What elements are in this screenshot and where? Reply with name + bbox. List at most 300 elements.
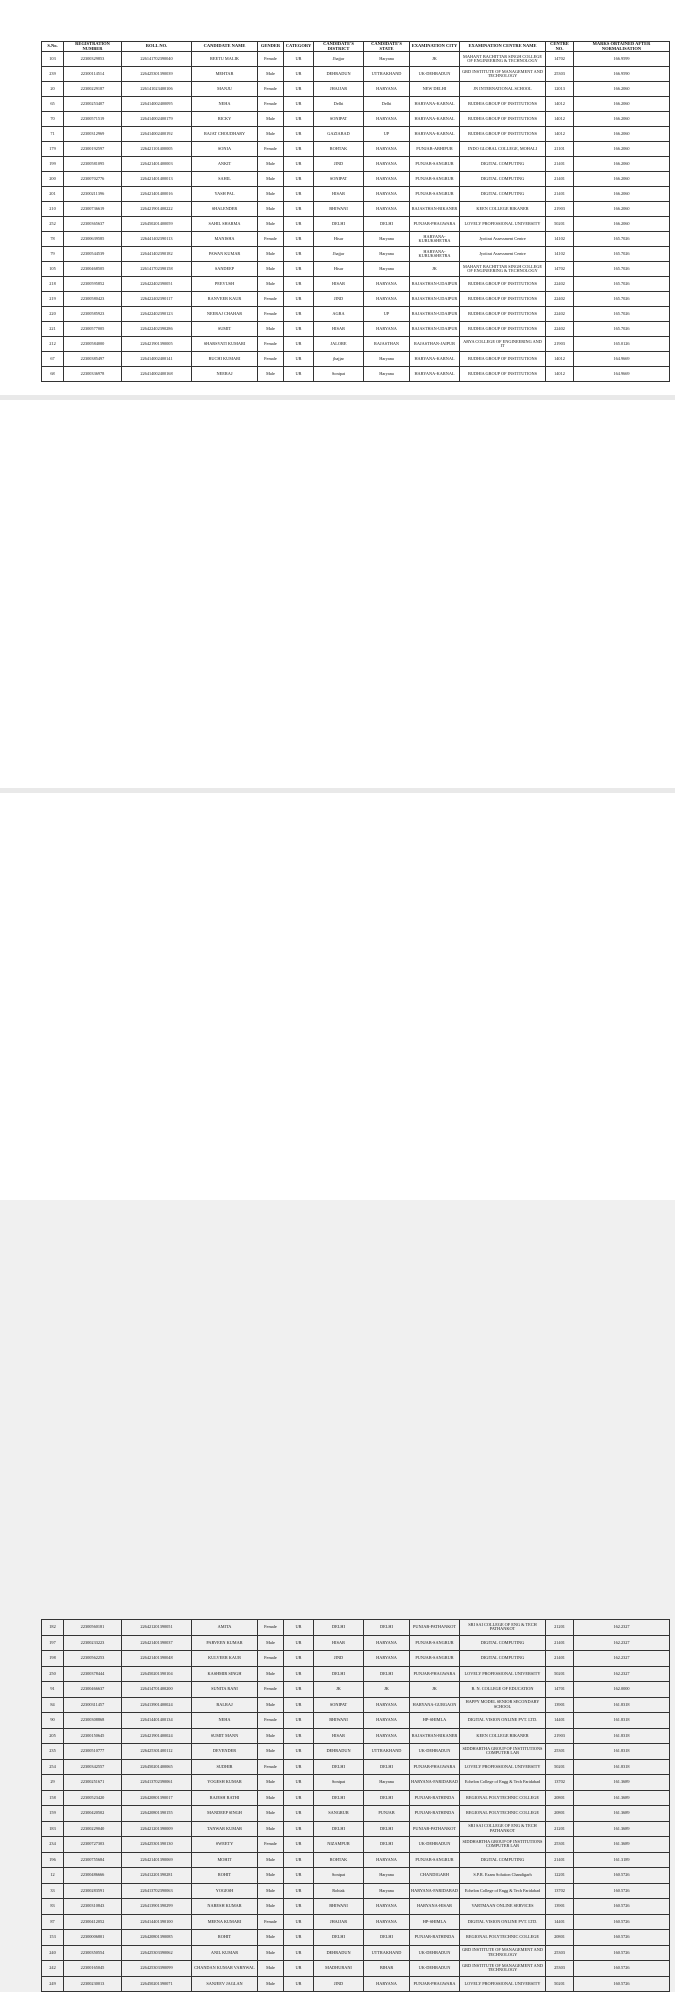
table-cell: 22300562253 [64,1651,122,1667]
table-row [42,1651,670,1667]
table-cell: HP-SHIMLA [410,1914,460,1930]
table-cell: Male [258,367,284,382]
table-row [42,1883,670,1899]
table-cell: UK-DEHRADUN [410,1744,460,1760]
table-cell: B. N. COLLEGE OF EDUCATION [460,1682,546,1698]
table-cell: BHIWANI [314,1713,364,1729]
table-cell: HARYANA-KURUKSHETRA [410,232,460,247]
table-cell: PUNJAB-ABHIPUR [410,142,460,157]
table-cell: 22300560181 [64,1620,122,1636]
table-cell: 22300006801 [64,1930,122,1946]
table-cell: 65 [42,97,64,112]
table-cell: 226412201390281 [122,1868,192,1884]
table-cell: DEVENDER [192,1744,258,1760]
table-cell: 235 [42,1744,64,1760]
table-cell: 12013 [546,82,574,97]
table-cell: 166.2060 [574,127,670,142]
column-header: REGISTRATION NUMBER [64,42,122,52]
table-cell: DIGITAL COMPUTING [460,187,546,202]
table-cell: RICKY [192,112,258,127]
table-cell: SHARSVATI KUMARI [192,337,258,352]
table-cell: 160.5726 [574,1930,670,1946]
table-cell: 160.5726 [574,1945,670,1961]
table-cell: 25303 [546,1961,574,1977]
table-cell: PUNJAB-PATHANKOT [410,1620,460,1636]
table-cell: Male [258,1883,284,1899]
table-cell: 166.2060 [574,82,670,97]
column-header: CATEGORY [284,42,314,52]
table-cell: SUMIT [192,322,258,337]
table-cell: PUNJAB-PATHANKOT [410,1821,460,1837]
table-cell: DELHI [364,1821,410,1837]
table-body [42,1620,670,1992]
table-cell: 22300308868 [64,1713,122,1729]
table-cell: 22300755684 [64,1852,122,1868]
table-cell: SIDDHARTHA GROUP OF INSTITUTIONS COMPUTER LAB [460,1837,546,1853]
table-cell: DIGITAL COMPUTING [460,1635,546,1651]
table-row [42,1961,670,1977]
table-cell: UR [284,97,314,112]
table-cell: 14012 [546,97,574,112]
table-cell: RANVEER KAUR [192,292,258,307]
table-row [42,97,670,112]
document-page-3 [0,793,675,1986]
table-cell: 239 [42,67,64,82]
table-cell: ROHTAK [314,142,364,157]
table-cell: VARTMAAN ONLINE SERVICES [460,1899,546,1915]
table-cell: DELHI [364,1759,410,1775]
table-cell: 22300468505 [64,262,122,277]
table-cell: 29 [42,1775,64,1791]
table-cell: 21401 [546,157,574,172]
table-cell: 219 [42,292,64,307]
table-cell: DIGITAL VISION ONLINE PVT. LTD. [460,1914,546,1930]
table-cell: 166.9599 [574,52,670,67]
table-cell: Male [258,172,284,187]
table-cell: 165.7026 [574,247,670,262]
table-cell: 226414401390100 [122,1914,192,1930]
table-cell: 21401 [546,187,574,202]
table-cell: BUDHIA GROUP OF INSTITUTIONS [460,367,546,382]
table-cell: Haryana [364,352,410,367]
table-cell: 226414002400095 [122,97,192,112]
table-cell: LOVELY PROFESSIONAL UNIVERSITY [460,1759,546,1775]
table-cell: RAJASTHAN-UDAIPUR [410,307,460,322]
table-cell: DIGITAL COMPUTING [460,1651,546,1667]
table-cell: 67 [42,352,64,367]
table-cell: 22300510777 [64,1744,122,1760]
table-cell: DEHRADUN [314,67,364,82]
table-cell: HARYANA-HISAR [410,1899,460,1915]
table-cell: 22402 [546,307,574,322]
column-header: EXAMINATION CITY [410,42,460,52]
table-row [42,1899,670,1915]
table-cell: 50201 [546,1759,574,1775]
table-cell: 22300486666 [64,1868,122,1884]
table-cell: 12201 [546,1868,574,1884]
table-cell: PUNJAB-BATHINDA [410,1806,460,1822]
table-cell: HARYANA [364,292,410,307]
table-cell: 21903 [546,337,574,352]
table-cell: Male [258,112,284,127]
results-table-page-1 [41,41,670,382]
table-cell: BUDHIA GROUP OF INSTITUTIONS [460,322,546,337]
table-cell: 50201 [546,1976,574,1992]
table-cell: BHIWANI [314,1899,364,1915]
table-cell: UR [284,67,314,82]
table-cell: UR [284,202,314,217]
table-cell: Echelon College of Engg & Tech Faridabad [460,1883,546,1899]
table-cell: 226413702390063 [122,1883,192,1899]
table-cell: 226414002400179 [122,112,192,127]
table-cell: 22300420502 [64,1806,122,1822]
table-cell: JN INTERNATIONAL SCHOOL [460,82,546,97]
table-cell: HARYANA [364,277,410,292]
table-cell: UR [284,157,314,172]
table-cell: HARYANA [364,187,410,202]
table-cell: LOVELY PROFESSIONAL UNIVERSITY [460,1666,546,1682]
table-cell: UR [284,217,314,232]
table-row [42,352,670,367]
table-cell: 14012 [546,112,574,127]
table-cell: RAJASTHAN-UDAIPUR [410,322,460,337]
table-cell: Sonipat [314,367,364,382]
table-cell: HARYANA [364,1635,410,1651]
table-cell: UR [284,322,314,337]
table-cell: 21903 [546,1728,574,1744]
table-cell: 226425301390130 [122,1837,192,1853]
table-cell: Male [258,1635,284,1651]
table-cell: JALORE [314,337,364,352]
table-cell: Male [258,277,284,292]
table-cell: 68 [42,367,64,382]
table-cell: LOVELY PROFESSIONAL UNIVERSITY [460,1976,546,1992]
table-cell: 21401 [546,1651,574,1667]
table-cell: Echelon College of Engg & Tech Faridabad [460,1775,546,1791]
table-cell: KEEN COLLEGE BIKANER [460,202,546,217]
table-cell: ANIL KUMAR [192,1945,258,1961]
table-cell: UR [284,1914,314,1930]
table-cell: Male [258,322,284,337]
table-cell: 226421901400024 [122,1728,192,1744]
table-cell: JIND [314,1976,364,1992]
table-row [42,1790,670,1806]
table-cell: 196 [42,1852,64,1868]
table-cell: 20801 [546,1930,574,1946]
table-cell: 25303 [546,67,574,82]
table-cell: GAZIABAD [314,127,364,142]
table-cell: 14401 [546,1713,574,1729]
table-cell: Female [258,1682,284,1698]
table-cell: DELHI [364,1837,410,1853]
table-cell: BHIWANI [314,202,364,217]
table-cell: PUNJAB-PHAGWARA [410,1976,460,1992]
table-cell: 161.3689 [574,1806,670,1822]
table-cell: HISAR [314,187,364,202]
table-cell: 164.9669 [574,367,670,382]
table-cell: Male [258,262,284,277]
table-cell: RAJASTHAN-UDAIPUR [410,292,460,307]
table-cell: SUMIT MANN [192,1728,258,1744]
table-cell: DIGITAL COMPUTING [460,1852,546,1868]
table-cell: 226421401390048 [122,1651,192,1667]
table-cell: Hisar [314,262,364,277]
table-cell: 14012 [546,127,574,142]
table-cell: UR [284,337,314,352]
table-cell: ROHTAK [314,1852,364,1868]
table-cell: REGIONAL POLYTECHNIC COLLEGE [460,1790,546,1806]
table-cell: 14702 [546,262,574,277]
table-cell: 226141023400106 [122,82,192,97]
table-cell: Female [258,352,284,367]
table-row [42,1806,670,1822]
table-cell: 22300233223 [64,1635,122,1651]
table-cell: Haryana [364,262,410,277]
table-cell: 165.7026 [574,277,670,292]
table-row [42,1682,670,1698]
table-cell: 226422402390286 [122,322,192,337]
table-cell: GRD INSTITUTE OF MANAGEMENT AND TECHNOLOGY [460,1961,546,1977]
table-cell: 166.9590 [574,67,670,82]
table-cell: 22300702776 [64,172,122,187]
table-cell: 50201 [546,217,574,232]
table-row [42,307,670,322]
table-cell: 162.2327 [574,1635,670,1651]
table-cell: Female [258,292,284,307]
table-cell: BIHAR [364,1961,410,1977]
table-cell: GRD INSTITUTE OF MANAGEMENT AND TECHNOLOGY [460,1945,546,1961]
table-cell: 20801 [546,1790,574,1806]
table-row [42,1914,670,1930]
table-cell: 161.8318 [574,1697,670,1713]
table-row [42,1945,670,1961]
table-cell: 160.5726 [574,1899,670,1915]
table-cell: 22300329853 [64,52,122,67]
table-cell: UR [284,1883,314,1899]
table-cell: DELHI [364,1930,410,1946]
table-row [42,157,670,172]
table-cell: 164.9669 [574,352,670,367]
table-cell: UR [284,1651,314,1667]
table-cell: 220 [42,307,64,322]
table-cell: Haryana [364,367,410,382]
table-cell: PUNJAB-PHAGWARA [410,217,460,232]
table-cell: KULVEER KAUR [192,1651,258,1667]
table-cell: 205 [42,1728,64,1744]
table-cell: 254 [42,1759,64,1775]
table-cell: Jyotirat Assessment Centre [460,232,546,247]
results-table-page-3 [41,1619,670,1992]
table-cell: UR [284,1635,314,1651]
table-cell: 161.3689 [574,1790,670,1806]
table-cell: 78 [42,232,64,247]
table-row [42,277,670,292]
table-cell: Male [258,1775,284,1791]
table-cell: MANJU [192,82,258,97]
column-header: S.No. [42,42,64,52]
table-cell: Male [258,67,284,82]
table-cell: 226421401400003 [122,157,192,172]
table-cell: REGIONAL POLYTECHNIC COLLEGE [460,1930,546,1946]
table-cell: 22402 [546,292,574,307]
table-cell: SAHIL [192,172,258,187]
table-cell: 103 [42,52,64,67]
table-cell: 226441402390113 [122,232,192,247]
table-row [42,1635,670,1651]
table-cell: 21201 [546,1620,574,1636]
table-cell: Delhi [364,97,410,112]
table-cell: PEEVUSH [192,277,258,292]
table-cell: 226422402390051 [122,277,192,292]
table-cell: 240 [42,1945,64,1961]
table-cell: 161.8318 [574,1759,670,1775]
table-cell: 226414401400134 [122,1713,192,1729]
table-cell: 22300310843 [64,1899,122,1915]
table-cell: HARYANA [364,82,410,97]
table-cell: 161.8318 [574,1713,670,1729]
column-header: CENTRE NO. [546,42,574,52]
table-cell: ROHIT [192,1930,258,1946]
table-row [42,1868,670,1884]
table-cell: 166.2060 [574,112,670,127]
table-row [42,1976,670,1992]
table-row [42,1775,670,1791]
table-cell: 14702 [546,52,574,67]
table-cell: JK [410,262,460,277]
table-cell: TANWAR KUMAR [192,1821,258,1837]
table-cell: 226425303390062 [122,1945,192,1961]
table-cell: UR [284,1713,314,1729]
table-row [42,217,670,232]
table-cell: YOGESH [192,1883,258,1899]
table-cell: 13702 [546,1883,574,1899]
table-cell: Male [258,217,284,232]
table-cell: SAHIL SHARMA [192,217,258,232]
table-cell: RAJASTHAN-JAIPUR [410,337,460,352]
table-row [42,82,670,97]
table-cell: Female [258,1914,284,1930]
table-cell: JIND [314,157,364,172]
table-cell: 22300385497 [64,352,122,367]
table-cell: 21201 [546,1821,574,1837]
table-cell: Male [258,1945,284,1961]
table-cell: PUNJAB-PHAGWARA [410,1666,460,1682]
table-cell: UR [284,1697,314,1713]
table-cell: BUDHIA GROUP OF INSTITUTIONS [460,97,546,112]
table-cell: jhajjar [314,352,364,367]
table-cell: 226421901390005 [122,337,192,352]
table-cell: MAHANT BACHITTAR SINGH COLLEGE OF ENGINEERING & TECHNOLOGY [460,52,546,67]
table-cell: 242 [42,1961,64,1977]
table-cell: 13901 [546,1697,574,1713]
table-row [42,202,670,217]
table-cell: HARYANA-KARNAL [410,352,460,367]
column-header: CANDIDATE NAME [192,42,258,52]
table-cell: UR [284,187,314,202]
table-cell: UTTRAKHAND [364,1744,410,1760]
table-cell: Male [258,1930,284,1946]
table-cell: BUDHIA GROUP OF INSTITUTIONS [460,352,546,367]
table-row [42,1728,670,1744]
table-cell: MOHIT [192,1852,258,1868]
table-cell: UR [284,172,314,187]
table-cell: UR [284,1806,314,1822]
table-cell: Haryana [364,52,410,67]
table-cell: 21401 [546,1635,574,1651]
table-cell: BUDHIA GROUP OF INSTITUTIONS [460,277,546,292]
table-cell: DELHI [314,1620,364,1636]
table-cell: Haryana [364,1883,410,1899]
table-cell: 105 [42,262,64,277]
table-row [42,1620,670,1636]
table-row [42,1852,670,1868]
table-cell: AMITA [192,1620,258,1636]
table-cell: UR [284,1976,314,1992]
table-cell: Haryana [364,232,410,247]
table-cell: 165.7026 [574,292,670,307]
table-cell: Female [258,97,284,112]
table-cell: NIZAMPUR [314,1837,364,1853]
table-cell: UK-DEHRADUN [410,1961,460,1977]
table-cell: 221 [42,322,64,337]
table-cell: 165.7026 [574,307,670,322]
table-cell: Female [258,1837,284,1853]
table-cell: UR [284,1620,314,1636]
table-cell: 22300311457 [64,1697,122,1713]
table-cell: 166.2060 [574,97,670,112]
table-cell: 161.3689 [574,1837,670,1853]
table-cell: 165.7026 [574,262,670,277]
table-cell: 71 [42,127,64,142]
table-cell: PUNJAB-SANGRUR [410,172,460,187]
table-cell: 200 [42,172,64,187]
table-cell: 226414701400200 [122,1682,192,1698]
table-cell: 90 [42,1713,64,1729]
table-cell: 226421401390069 [122,1852,192,1868]
table-cell: 166.2060 [574,187,670,202]
table-cell: 22300342557 [64,1759,122,1775]
table-cell: HARYANA [364,1914,410,1930]
table-cell: 226141702390158 [122,262,192,277]
table-row [42,232,670,247]
table-cell: 226421401400013 [122,172,192,187]
table-header-row [42,42,670,52]
table-row [42,1930,670,1946]
table-cell: 13901 [546,1899,574,1915]
table-cell: 14012 [546,352,574,367]
table-cell: 165.0126 [574,337,670,352]
table-cell: SONIPAT [314,172,364,187]
table-cell: UR [284,292,314,307]
table-cell: UR [284,1759,314,1775]
table-cell: PUNJAB-BATHINDA [410,1930,460,1946]
table-cell: 22300523420 [64,1790,122,1806]
table-cell: UR [284,1744,314,1760]
table-cell: 250 [42,1666,64,1682]
table-cell: Female [258,1713,284,1729]
table-cell: HARYANA [364,1651,410,1667]
table-cell: 160.5726 [574,1961,670,1977]
table-cell: UR [284,1728,314,1744]
table-cell: HARYANA [364,1899,410,1915]
table-row [42,1666,670,1682]
table-cell: Male [258,1899,284,1915]
table-cell: UR [284,247,314,262]
table-cell: UR [284,262,314,277]
table-cell: Male [258,1728,284,1744]
table-cell: HISAR [314,277,364,292]
table-cell: S.P.R. Exam Solution Chandigarh [460,1868,546,1884]
